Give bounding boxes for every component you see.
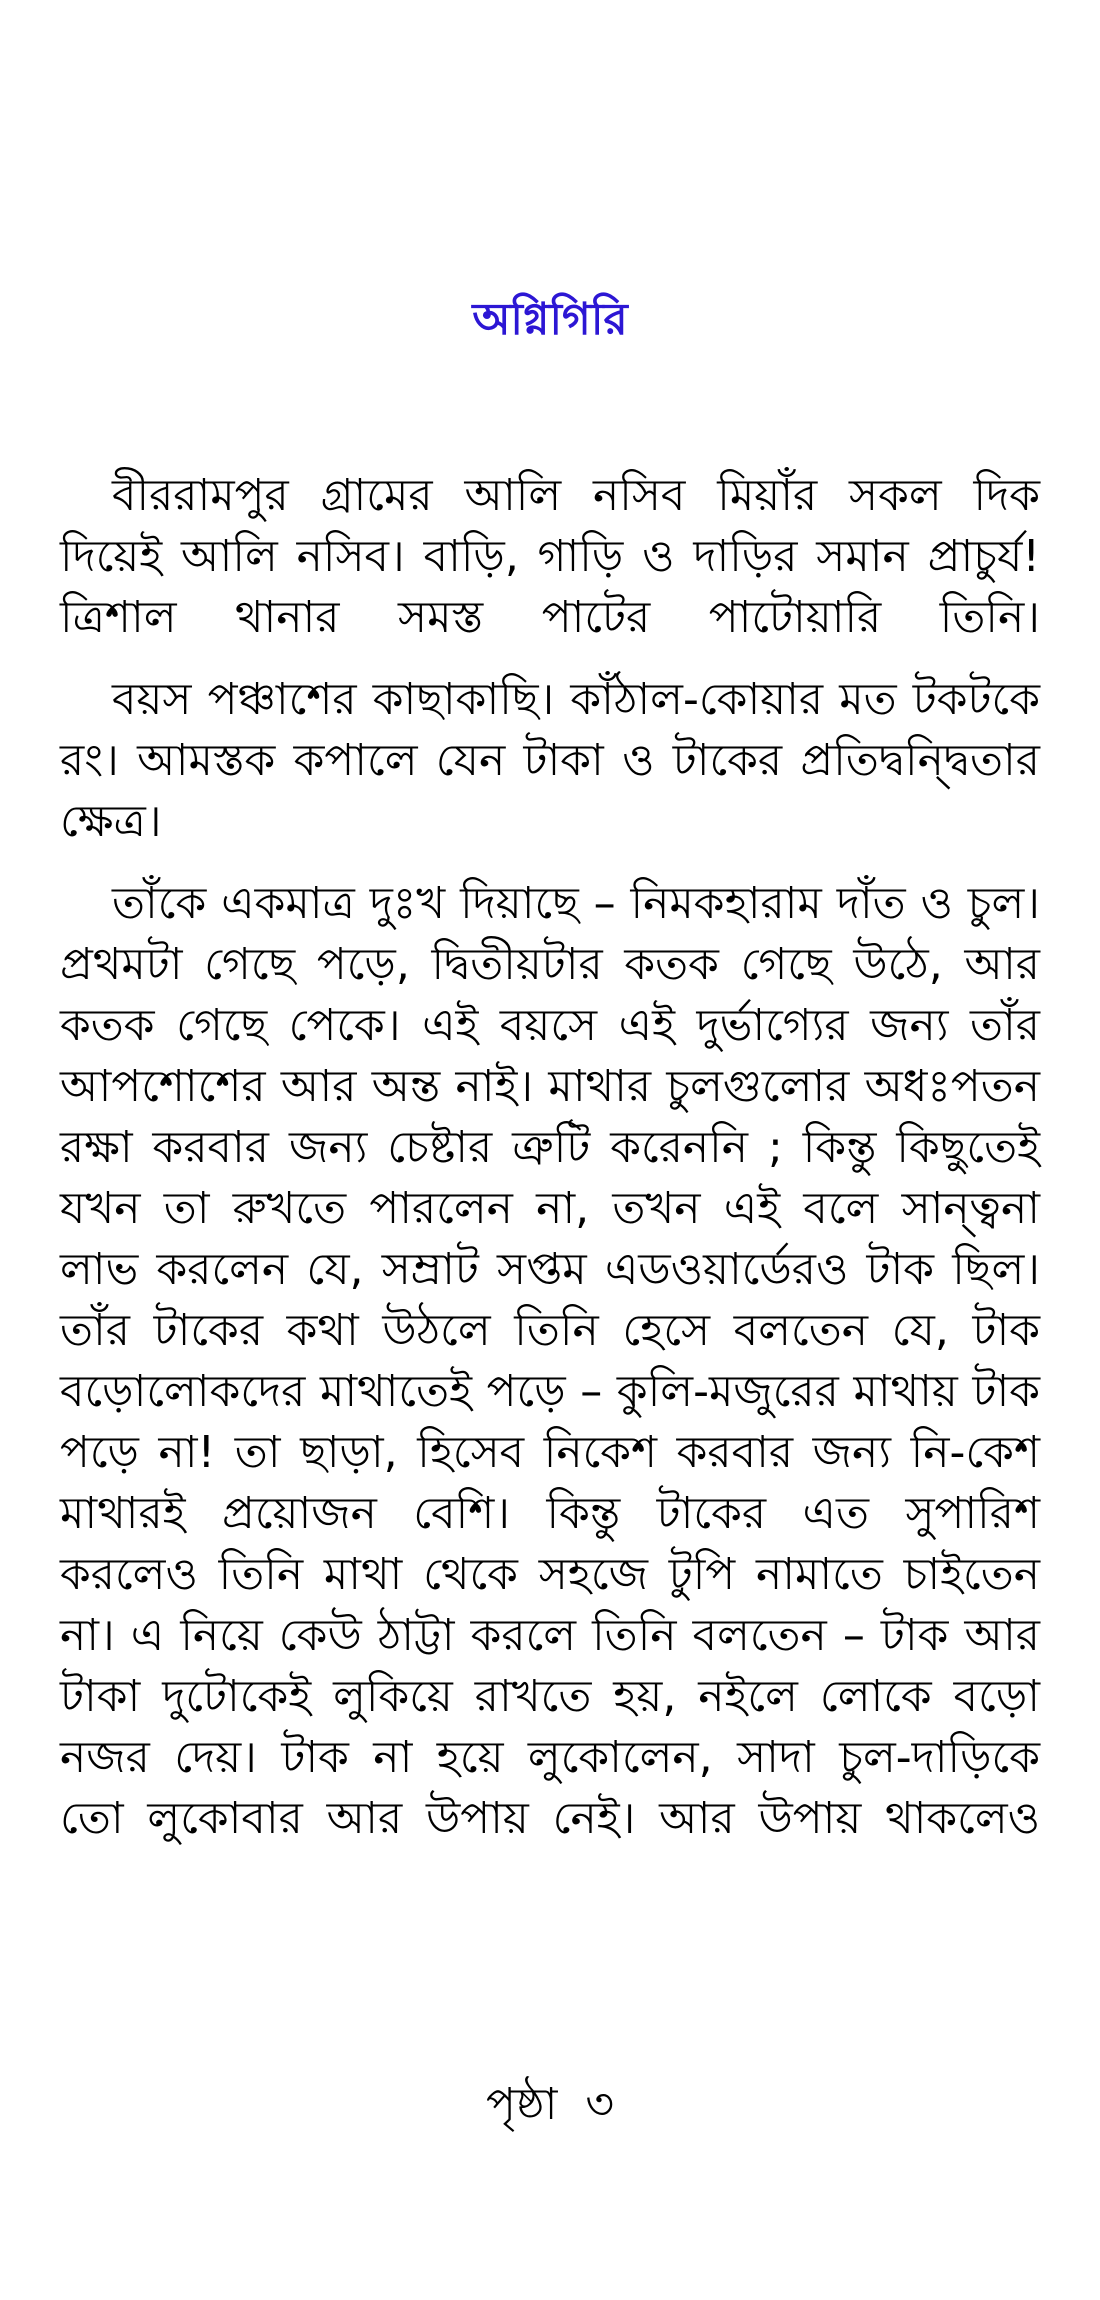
page-label: পৃষ্ঠা: [486, 2079, 558, 2130]
body-text: [60, 465, 1040, 1849]
paragraph-1: বীররামপুর গ্রামের আলি নসিব মিয়াঁর সকল দিক দিয়েই আলি নসিব। বাড়ি, গাড়ি ও দাড়ির সমান প্রাচুর্য! ত্রিশাল থানার সমস্ত পাটের পাটোয়ারি তিনি।: [60, 470, 1040, 643]
page-number: ৩: [585, 2079, 614, 2130]
chapter-title: অগ্নিগিরি: [472, 294, 628, 345]
paragraph-3: তাঁকে একমাত্র দুঃখ দিয়াছে – নিমকহারাম দাঁত ও চুল। প্রথমটা গেছে পড়ে, দ্বিতীয়টার কতক গেছে উঠে, আর কতক গেছে পেকে। এই বয়সে এই দুর্ভাগ্যের জন্য তাঁর আপশোশের আর অন্ত নাই। মাথার চুলগুলোর অধঃপতন রক্ষা করবার জন্য চেষ্টার ত্রুটি করেননি ; কিন্তু কিছুতেই যখন তা রুখতে পারলেন না, তখন এই বলে সান্ত্বনা লাভ করলেন যে, সম্রাট সপ্তম এডওয়ার্ডেরও টাক ছিল। তাঁর টাকের কথা উঠলে তিনি হেসে বলতেন যে, টাক বড়োলোকদের মাথাতেই পড়ে – কুলি-মজুরের মাথায় টাক পড়ে না! তা ছাড়া, হিসেব নিকেশ করবার জন্য নি-কেশ মাথারই প্রয়োজন বেশি। কিন্তু টাকের এত সুপারিশ করলেও তিনি মাথা থেকে সহজে টুপি নামাতে চাইতেন না। এ নিয়ে কেউ ঠাট্টা করলে তিনি বলতেন – টাক আর টাকা দুটোকেই লুকিয়ে রাখতে হয়, নইলে লোকে বড়ো নজর দেয়। টাক না হয়ে লুকোলেন, সাদা চুল-দাড়িকে তো লুকোবার আর উপায় নেই। আর উপায় থাকলেও: [60, 878, 1040, 1844]
paragraph-2: বয়স পঞ্চাশের কাছাকাছি। কাঁঠাল-কোয়ার মত টকটকে রং। আমস্তক কপালে যেন টাকা ও টাকের প্রতিদ্বন্দ্বিতার ক্ষেত্র।: [60, 674, 1040, 847]
page-number-footer: [0, 2075, 1100, 2135]
